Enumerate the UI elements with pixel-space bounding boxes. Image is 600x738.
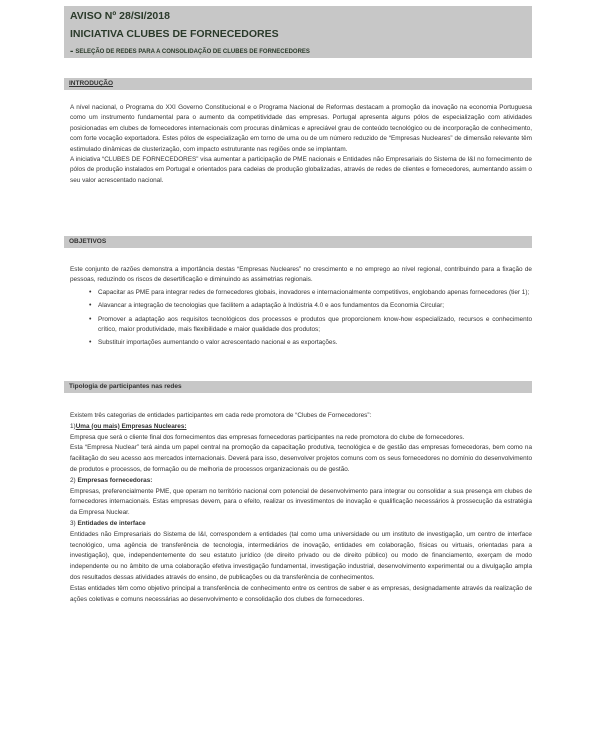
objetivos-list [70, 288, 532, 349]
category-1-paragraph-2: Esta “Empresa Nuclear” terá ainda um papel central na promoção da capacitação produtiva, tecnológica e de gestão das empresas fornecedoras, bem como na facilitação do seu acesso aos mercados internacionais. Deverá para isso, desenvolver projetos comuns com os seus fornecedores no domínio do desenvolvimento de produtos e processos, de formação ou de melhoria de processos organizacionais ou de gestão. [70, 444, 532, 473]
category-3-heading [70, 519, 532, 530]
intro-text [70, 103, 532, 186]
category-1-paragraph-1: Empresa que será o cliente final dos fornecimentos das empresas fornecedoras participantes na rede promotora do clube de fornecedores. [70, 433, 465, 441]
category-2-title: Empresas fornecedoras: [77, 476, 153, 484]
intro-paragraph-2: A iniciativa “CLUBES DE FORNECEDORES” visa aumentar a participação de PME nacionais e Entidades não Empresariais do Sistema de I&I no fornecimento de pólos de produção instalados em Portugal e orientados para cadeias de produção globalizadas, através de redes de clientes e fornecedores, aumentando assim o seu valor acrescentado nacional. [70, 156, 532, 184]
category-3-paragraph-1: Entidades não Empresariais do Sistema de I&I, correspondem a entidades (tal como uma universidade ou um instituto de investigação, um centro de interface tecnológico, uma agência de transferência de tecnologia, intermediários de inovação, entidades em colaboração, físicas ou virtuais, orientadas para a investigação), que, independentemente do seu estatuto jurídico (de direito privado ou de direito público) ou modo de financiamento, exerçam de modo independente ou no âmbito de uma colaboração efetiva investigação fundamental, investigação industrial, desenvolvimento experimental ou a divulgação ampla dos resultados dessas atividades através do ensino, de publicações ou da transferência de conhecimentos. [70, 530, 532, 581]
subtitle-dash: - [70, 46, 74, 57]
category-2-heading [70, 476, 532, 487]
section-title-introducao: INTRODUÇÃO [69, 80, 114, 87]
tipologia-text [70, 411, 532, 605]
category-3-paragraph-2: Estas entidades têm como objetivo principal a transferência de conhecimento entre os centros de saber e as empresas, designadamente através da realização de ações coletivas e comuns necessárias ao desenvolvimento e consolidação dos clubes de fornecedores. [70, 584, 532, 603]
objetivos-text [70, 265, 532, 349]
objetivo-item-4: • Substituir importações aumentando o valor acrescentado nacional e as exportações. [70, 338, 532, 348]
objetivo-item-1: • Capacitar as PME para integrar redes de fornecedores globais, inovadores e internacionalmente competitivos, englobando apenas fornecedores (tier 1); [70, 288, 532, 298]
section-title-tipologia: Tipologia de participantes nas redes [69, 383, 182, 390]
category-2-paragraph-1: Empresas, preferencialmente PME, que operam no território nacional com potencial de desenvolvimento para integrar ou consolidar a sua presença em clubes de fornecedores internacionais. Estas empresas devem, para o efeito, realizar os investimentos de inovação e qualificação necessários à prossecução da estratégia da Empresa Nuclear. [70, 487, 532, 517]
subtitle-text: SELEÇÃO DE REDES PARA A CONSOLIDAÇÃO DE CLUBES DE FORNECEDORES [75, 49, 310, 55]
objetivo-item-3: • Promover a adaptação aos requisitos tecnológicos dos processos e produtos que proporcionem know-how especializado, recursos e conhecimento crítico, maior produtividade, mais flexibilidade e maior qualidade dos produtos; [70, 315, 532, 336]
notice-number: AVISO Nº 28/SI/2018 [70, 10, 170, 22]
category-1-heading [70, 422, 532, 433]
header-box [64, 6, 532, 58]
initiative-subtitle [70, 46, 310, 57]
section-title-objetivos: OBJETIVOS [69, 238, 107, 245]
initiative-title: INICIATIVA CLUBES DE FORNECEDORES [70, 28, 279, 40]
tipologia-intro: Existem três categorias de entidades participantes em cada rede promotora de “Clubes de Fornecedores”: [70, 412, 372, 419]
intro-paragraph-1: A nível nacional, o Programa do XXI Governo Constitucional e o Programa Nacional de Reformas destacam a promoção da inovação na economia Portuguesa como um instrumento fundamental para o aumento da competitividade das empresas. Portugal apresenta alguns pólos de especialização com atividades posicionadas em clubes de fornecedores internacionais com procuras dinâmicas e apreciável grau de conteúdo tecnológico ou de incorporação de conhecimento, com forte vocação exportadora. Estes pólos de especialização em torno de uma ou de um número reduzido de “Empresas Nucleares” de dimensão relevante têm estimulado dinâmicas de clusterização, com impacto estruturante nas regiões onde se implantam. [70, 104, 532, 153]
section-header-introducao [64, 78, 532, 90]
category-1-title: Uma (ou mais) Empresas Nucleares: [75, 422, 187, 430]
category-2-number: 2) [70, 476, 76, 484]
objetivos-paragraph: Este conjunto de razões demonstra a importância destas “Empresas Nucleares” no crescimento e no emprego ao nível regional, contribuindo para a fixação de pessoas, reduzindo os riscos de desertificação e diminuindo as assimetrias regionais. [70, 266, 532, 284]
category-3-number: 3) [70, 519, 76, 527]
objetivo-item-2: • Alavancar a integração de tecnologias que facilitem a adaptação à Indústria 4.0 e aos fundamentos da Economia Circular; [70, 301, 532, 311]
section-header-tipologia [64, 381, 532, 393]
category-3-title: Entidades de interface [77, 519, 146, 527]
category-1-number: 1) [70, 422, 76, 430]
section-header-objetivos [64, 236, 532, 248]
